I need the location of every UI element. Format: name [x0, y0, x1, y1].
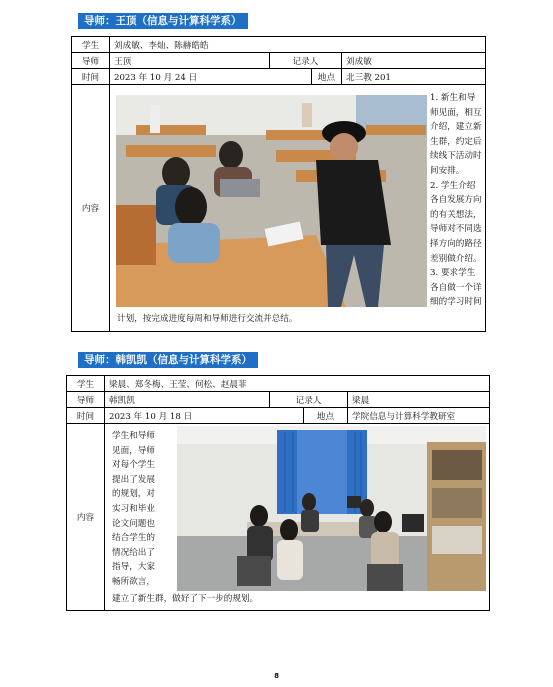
- recorder-label: 记录人: [270, 392, 348, 408]
- place-value: 北三教 201: [342, 69, 486, 85]
- place-label: 地点: [312, 69, 342, 85]
- content-line: 差别做介绍。: [430, 253, 482, 264]
- student-label: 学生: [72, 37, 110, 53]
- content-bottom-text: 建立了新生群，做好了下一步的规划。: [112, 594, 259, 604]
- content-line: 续线下活动时: [430, 151, 482, 162]
- place-label: 地点: [304, 408, 348, 424]
- content-line: 2. 学生介绍: [430, 180, 476, 191]
- time-label: 时间: [67, 408, 105, 424]
- content-side-text: [430, 91, 486, 310]
- meeting-photo: [116, 95, 427, 307]
- content-line: 各自做一个详: [430, 282, 482, 293]
- table-row: [67, 392, 490, 408]
- page-number: 8: [274, 672, 279, 680]
- section2-record-table: [66, 375, 490, 611]
- content-line: 择方向的路径: [430, 238, 482, 249]
- content-line: 的规划，对: [112, 489, 155, 500]
- content-bottom-text: 计划，按完成进度每周和导师进行交流并总结。: [117, 314, 298, 324]
- content-line: 畅所欲言，: [112, 576, 155, 587]
- content-line: 细的学习时间: [430, 297, 482, 308]
- place-value: 学院信息与计算科学教研室: [348, 408, 490, 424]
- table-row: [72, 53, 486, 69]
- meeting-photo: [177, 426, 486, 591]
- section2-heading: 导师：韩凯凯（信息与计算科学系）: [78, 352, 258, 368]
- content-line: 师见面，相互: [430, 107, 482, 118]
- content-line: 学生和导师: [112, 431, 155, 441]
- content-line: 情况给出了: [112, 547, 155, 558]
- students-value: 梁晨、郑冬梅、王莹、何松、赵晨菲: [105, 376, 490, 392]
- table-row: [67, 408, 490, 424]
- content-line: 提出了发展: [112, 474, 155, 485]
- recorder-label: 记录人: [270, 53, 342, 69]
- mentor-value: 韩凯凯: [105, 392, 270, 408]
- content-side-text: [112, 429, 172, 590]
- table-row: [72, 85, 486, 332]
- table-row: [67, 376, 490, 392]
- content-label: 内容: [72, 85, 110, 332]
- section1-heading: 导师：王顶（信息与计算科学系）: [78, 13, 248, 29]
- table-row: [72, 37, 486, 53]
- time-value: 2023 年 10 月 18 日: [105, 408, 304, 424]
- table-row: [72, 69, 486, 85]
- content-line: 论文问题也: [112, 518, 155, 529]
- content-line: 见面，导师: [112, 445, 155, 456]
- content-line: 结合学生的: [112, 533, 155, 544]
- content-line: 对每个学生: [112, 460, 155, 471]
- content-cell: [105, 424, 490, 611]
- content-line: 各自发展方向: [430, 195, 482, 206]
- students-value: 刘成敏、李灿、陈赫皓皓: [110, 37, 486, 53]
- time-label: 时间: [72, 69, 110, 85]
- content-line: 介绍，建立新: [430, 122, 482, 133]
- content-line: 生群，约定后: [430, 136, 482, 147]
- student-label: 学生: [67, 376, 105, 392]
- content-line: 1. 新生和导: [430, 93, 476, 103]
- content-label: 内容: [67, 424, 105, 611]
- mentor-label: 导师: [72, 53, 110, 69]
- content-line: 的有关想法，: [430, 209, 482, 220]
- content-line: 指导，大家: [112, 562, 155, 573]
- mentor-label: 导师: [67, 392, 105, 408]
- content-cell: [110, 85, 486, 332]
- recorder-value: 刘成敏: [342, 53, 486, 69]
- content-line: 间安排。: [430, 165, 465, 176]
- content-line: 实习和毕业: [112, 503, 155, 514]
- mentor-value: 王顶: [110, 53, 270, 69]
- time-value: 2023 年 10 月 24 日: [110, 69, 312, 85]
- table-row: [67, 424, 490, 611]
- content-line: 3. 要求学生: [430, 268, 476, 279]
- content-line: 导师对不同选: [430, 224, 482, 235]
- recorder-value: 梁晨: [348, 392, 490, 408]
- section1-record-table: [71, 36, 486, 332]
